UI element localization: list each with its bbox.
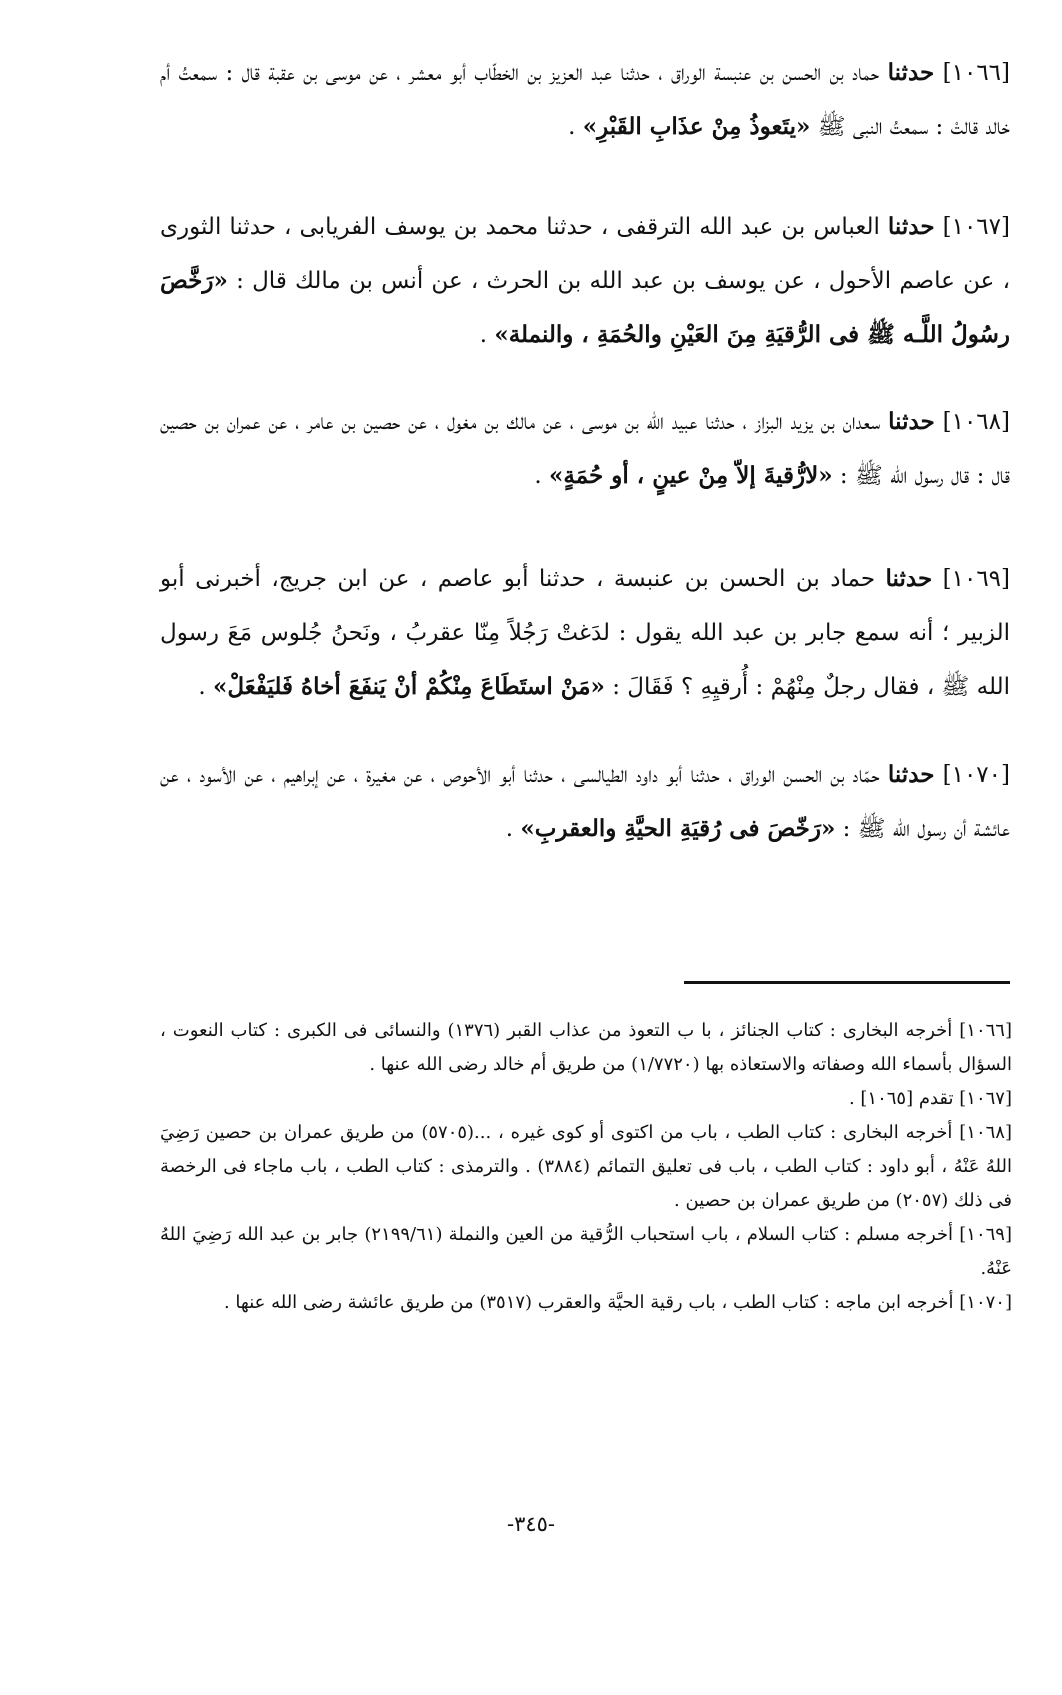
footnote-number: [١٠٦٧] bbox=[959, 1088, 1012, 1109]
footnote-1068 bbox=[160, 1116, 1012, 1218]
hadith-1066 bbox=[160, 46, 1010, 154]
footnote-text: أخرجه مسلم : كتاب السلام ، باب استحباب الرُّقية من العين والنملة (٢١٩٩/٦١) جابر بن عبد الله رَضِيَ اللهُ عَنْهُ. bbox=[160, 1224, 1012, 1279]
footnote-1069 bbox=[160, 1218, 1012, 1286]
hadith-matn: «لارُّقيةَ إلاّ مِنْ عينٍ ، أو حُمَةٍ» bbox=[549, 462, 833, 489]
footnote-text: تقدم [١٠٦٥] . bbox=[848, 1088, 954, 1109]
hadith-1069 bbox=[160, 552, 1010, 714]
hadith-number: [١٠٦٨] bbox=[942, 409, 1010, 435]
hadith-number: [١٠٦٧] bbox=[942, 214, 1010, 240]
hadith-1067 bbox=[160, 200, 1010, 362]
hadith-end: . bbox=[198, 674, 206, 700]
hadith-isnad: حماد بن الحسن بن عنبسة ، حدثنا أبو عاصم ، عن ابن جريج، أخبرنى أبو الزبير ؛ أنه سمع جابر بن عبد الله يقول : لدَغتْ رَجُلاً مِنّا عقربُ ، ونَحنُ جُلوس مَعَ رسول الله ﷺ ، فقال رجلٌ مِنْهُمْ : أُرقيِهِ ؟ فَقَالَ : bbox=[160, 566, 1010, 700]
footnote-separator bbox=[684, 981, 1010, 984]
hadith-isnad: حمّاد بن الحسن الوراق ، حدثنا أبو داود الطيالسى ، حدثنا أبو الأحوص ، عن مغيرة ، عن إبراهيم ، عن الأسود ، عن عائشة أن رسول الله ﷺ : bbox=[160, 762, 1010, 842]
hadith-matn: «مَنْ استَطَاعَ مِنْكُمْ أنْ يَنفَعَ أخاهُ فَليَفْعَلْ» bbox=[212, 673, 605, 700]
hadith-end: . bbox=[505, 816, 514, 842]
hadith-keyword: حدثنا bbox=[887, 59, 935, 86]
footnote-text: أخرجه البخارى : كتاب الجنائز ، با ب التعوذ من عذاب القبر (١٣٧٦) والنسائى فى الكبرى : كتاب النعوت ، السؤال بأسماء الله وصفاته والاستعاذه بها (١/٧٧٢٠) من طريق أم خالد رضى الله عنها . bbox=[160, 1020, 1012, 1075]
page-number: -٣٤٥- bbox=[506, 1512, 556, 1536]
hadith-1068 bbox=[160, 395, 1010, 503]
hadith-keyword: حدثنا bbox=[887, 761, 935, 788]
hadith-number: [١٠٦٦] bbox=[942, 60, 1011, 86]
hadith-end: . bbox=[534, 463, 542, 489]
hadith-keyword: حدثنا bbox=[885, 565, 933, 592]
hadith-end: . bbox=[568, 114, 576, 140]
hadith-1070 bbox=[160, 748, 1010, 856]
hadith-keyword: حدثنا bbox=[888, 408, 935, 435]
footnote-text: أخرجه البخارى : كتاب الطب ، باب من اكتوى أو كوى غيره ، ...(٥٧٠٥) من طريق عمران بن حصين رَضِيَ اللهُ عَنْهُ ، أبو داود : كتاب الطب ، باب فى تعليق التمائم (٣٨٨٤) . والترمذى : كتاب الطب ، باب ماجاء فى الرخصة فى ذلك (٢٠٥٧) من طريق عمران بن حصين . bbox=[160, 1122, 1012, 1211]
hadith-isnad: العباس بن عبد الله الترقفى ، حدثنا محمد بن يوسف الفريابى ، حدثنا الثورى ، عن عاصم الأحول ، عن يوسف بن عبد الله بن الحرث ، عن أنس بن مالك قال : bbox=[160, 214, 1011, 294]
footnote-number: [١٠٦٦] bbox=[959, 1020, 1012, 1041]
footnote-number: [١٠٦٩] bbox=[959, 1224, 1012, 1245]
hadith-isnad: سعدان بن يزيد البزاز ، حدثنا عبيد الله بن موسى ، عن مالك بن مغول ، عن حصين بن عامر ، عن عمران بن حصين قال : قال رسول الله ﷺ : bbox=[160, 409, 1010, 489]
hadith-matn: «رَخّصَ فى رُقيَةِ الحيَّةِ والعقربِ» bbox=[520, 815, 836, 842]
footnote-1067 bbox=[160, 1082, 1012, 1116]
footnote-1070 bbox=[160, 1286, 1012, 1320]
hadith-keyword: حدثنا bbox=[887, 213, 935, 240]
hadith-number: [١٠٦٩] bbox=[942, 566, 1011, 592]
hadith-number: [١٠٧٠] bbox=[942, 762, 1010, 788]
footnote-number: [١٠٦٨] bbox=[959, 1122, 1012, 1143]
hadith-matn: «يتَعوذُ مِنْ عذَابِ القَبْرِ» bbox=[582, 113, 811, 140]
footnote-number: [١٠٧٠] bbox=[959, 1292, 1012, 1313]
hadith-end: . bbox=[479, 322, 488, 348]
hadith-matn: «رَخَّصَ رسُولُ اللَّـه ﷺ فى الرُّقيَةِ مِنَ العَيْنِ والحُمَةِ ، والنملة» bbox=[160, 267, 1010, 348]
footnote-text: أخرجه ابن ماجه : كتاب الطب ، باب رقية الحيَّة والعقرب (٣٥١٧) من طريق عائشة رضى الله عنها . bbox=[223, 1292, 954, 1313]
hadith-isnad: حماد بن الحسن بن عنبسة الوراق ، حدثنا عبد العزيز بن الخطّاب أبو معشر ، عن موسى بن عقبة قال : سمعتُ أم خالد قالتْ : سمعتُ النبى ﷺ bbox=[160, 60, 1010, 140]
footnote-1066 bbox=[160, 1014, 1012, 1082]
footnotes bbox=[160, 1014, 1012, 1320]
